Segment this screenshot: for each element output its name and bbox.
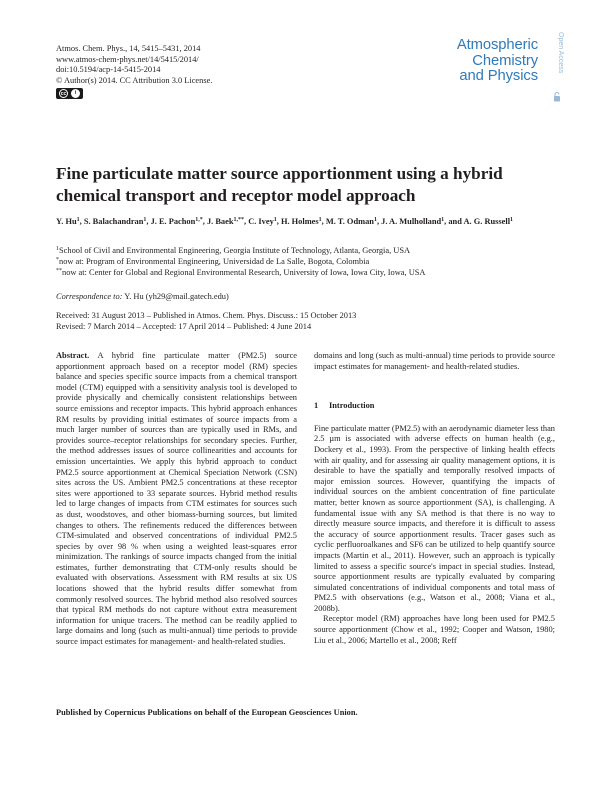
affiliation-text: now at: Program of Environmental Engineering, Universidad de La Salle, Bogota, Colombia (59, 257, 370, 266)
publisher-footer: Published by Copernicus Publications on behalf of the European Geosciences Union. (56, 708, 358, 717)
author-separator: , and (444, 217, 464, 226)
right-column (314, 351, 555, 646)
journal-name-line3: and Physics (459, 68, 538, 84)
section-title: Introduction (329, 401, 375, 411)
journal-name-line1: Atmospheric (456, 37, 538, 53)
author: M. T. Odman (325, 217, 374, 226)
author: A. G. Russell (463, 217, 511, 226)
section-heading-introduction (314, 401, 555, 412)
author: J. A. Mulholland (381, 217, 442, 226)
author: J. E. Pachon (150, 217, 196, 226)
affiliation (56, 267, 556, 278)
correspondence-contact[interactable]: Y. Hu (yh29@mail.gatech.edu) (122, 292, 229, 301)
by-icon: i (71, 89, 80, 98)
author-mark: 1 (143, 217, 147, 223)
abstract-paragraph (56, 351, 297, 648)
author-mark: 1 (76, 217, 80, 223)
doi[interactable]: doi:10.5194/acp-14-5415-2014 (56, 65, 161, 75)
citation: Atmos. Chem. Phys., 14, 5415–5431, 2014 (56, 44, 201, 53)
dates-revised: Revised: 7 March 2014 – Accepted: 17 April 2014 – Published: 4 June 2014 (56, 322, 312, 332)
author: C. Ivey (248, 217, 274, 226)
cc-icon: cc (60, 91, 67, 98)
author-mark: 1 (273, 217, 277, 223)
citation-block (56, 44, 212, 99)
publication-dates (56, 310, 556, 333)
author-separator: , (376, 217, 382, 226)
author-mark: 1,* (195, 217, 203, 223)
affiliation-text: now at: Center for Global and Regional Environmental Research, University of Iowa, Iowa City, Iowa, USA (62, 268, 426, 277)
author-mark: 1 (318, 217, 322, 223)
copyright: © Author(s) 2014. CC Attribution 3.0 License. (56, 75, 213, 85)
author-separator: , (202, 217, 207, 226)
intro-paragraph-1: Fine particulate matter (PM2.5) with an aerodynamic diameter less than 2.5 µm is associated with adverse effects on human health (e.g., Dockery et al., 1993). From the perspective of linking health effects with air quality, and for assessing air quality management options, it is desirable to have the spatially and temporally resolved impacts of major emission sources. However, quantifying the impacts of individual sources on the ambient concentration of fine particulate matter, better known as source apportionment (SA), is challenging. A fundamental issue with any SA method is that there is no way to directly measure source impacts, and therefore it is difficult to assess the accuracy of source apportionment results. Tracer gases such as cyclic perfluoroalkanes and SF6 can be utilized to help quantify source impacts (Martin et al., 2011). However, such an approach is typically limited to assess a specific source's impact in special studies. Instead, source apportionment results are typically evaluated by comparing simulated concentrations of individual components and total mass of PM2.5 with observations (e.g., Watson et al., 2008; Viana et al., 2008b). (314, 423, 555, 613)
cc-by-icon[interactable] (56, 88, 83, 99)
author-separator: , (79, 217, 84, 226)
journal-logo (457, 38, 538, 85)
article-url[interactable]: www.atmos-chem-phys.net/14/5415/2014/ (56, 54, 199, 64)
correspondence (56, 291, 556, 302)
author: S. Balachandran (83, 217, 144, 226)
abstract-text: A hybrid fine particulate matter (PM2.5) source apportionment approach based on a receptor model (RM) species balance and species specific source impacts from a chemical transport model (CTM) equipped with a sensitivity analysis tool is developed to provide physically and chemically consistent relationships between source emissions and receptor impacts. This hybrid approach enhances RM results by providing initial estimates of source impacts from a much larger number of sources than are typically used in RMs, and provides source–receptor relationships for secondary species. Further, the method addresses issues of source collinearities and accounts for emission uncertainties. We apply this hybrid approach to conduct PM2.5 source apportionment at Chemical Speciation Network (CSN) sites across the US. Ambient PM2.5 concentrations at these receptor sites were apportioned to 33 separate sources. Hybrid method results led to large changes of impacts from CTM estimates for sources such as dust, woodstoves, and other biomass-burning sources, but limited changes to others. The refinements reduced the differences between CTM-simulated and observed concentrations of individual PM2.5 species by over 98 % when using a weighted least-squares error minimization. The rankings of source impacts changed from the initial estimates, further demonstrating that CTM-only results should be evaluated with observations. Assessment with RM results at six US locations showed that the hybrid results differ somewhat from commonly resolved sources. The hybrid method also resolved sources that typical RM methods do not capture without extra measurement information for unique tracers. The method can be readily applied to large domains and long (such as multi-annual) time periods to provide source impact estimates for management- and health-related studies. (56, 351, 297, 647)
correspondence-label: Correspondence to: (56, 292, 123, 301)
paper-title: Fine particulate matter source apportionment using a hybrid chemical transport and receptor model approach (56, 164, 503, 205)
author-separator: , (321, 217, 326, 226)
author-mark: 1 (441, 217, 445, 223)
author: Y. Hu (56, 217, 77, 226)
journal-name-line2: Chemistry (472, 52, 538, 69)
dates-received: Received: 31 August 2013 – Published in Atmos. Chem. Phys. Discuss.: 15 October 2013 (56, 311, 357, 320)
open-access-label: Open Access (557, 32, 564, 74)
affiliation-mark: 1 (56, 246, 59, 252)
author-mark: 1 (373, 217, 377, 223)
affiliation-text: School of Civil and Environmental Engineering, Georgia Institute of Technology, Atlanta, Georgia, USA (59, 246, 411, 255)
abstract (56, 351, 297, 648)
affiliation-mark: * (56, 257, 59, 263)
author-separator: , (276, 217, 281, 226)
author-separator: , (244, 217, 249, 226)
affiliations (56, 245, 556, 278)
author: J. Baek (206, 217, 234, 226)
abstract-continued: domains and long (such as multi-annual) time periods to provide source impact estimates for management- and health-related studies. (314, 351, 555, 371)
author-separator: , (146, 217, 151, 226)
author-mark: 1 (510, 217, 514, 223)
author-mark: 1,** (233, 217, 244, 223)
author: H. Holmes (280, 217, 319, 226)
open-access-lock-icon (553, 92, 561, 102)
section-number: 1 (314, 401, 319, 411)
intro-paragraph-2: Receptor model (RM) approaches have long been used for PM2.5 source apportionment (Chow et al., 1992; Cooper and Watson, 1980; Liu et al., 2006; Martello et al., 2008; Reff (314, 614, 555, 645)
abstract-label: Abstract. (56, 351, 90, 360)
open-access-mark (552, 32, 564, 102)
affiliation-mark: ** (56, 268, 62, 274)
author-list (56, 216, 556, 228)
affiliation (56, 245, 556, 256)
affiliation (56, 256, 556, 267)
